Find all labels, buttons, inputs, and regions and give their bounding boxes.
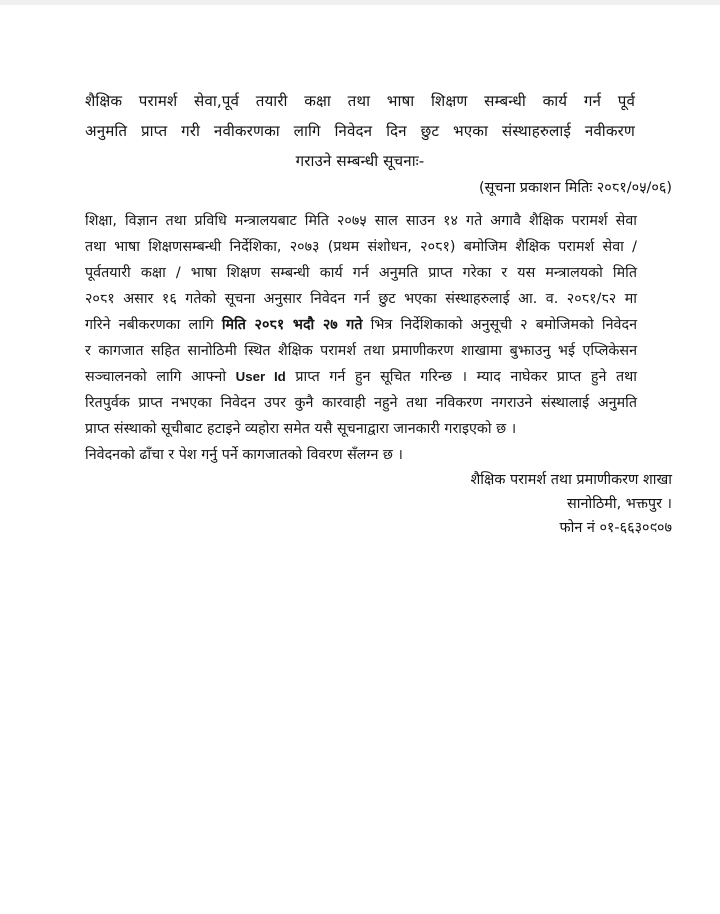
body-text: र कागजात सहित सानोठिमी स्थित शैक्षिक परामर्श तथा प्रमाणीकरण शाखामा बुझाउनु भई एप्लिकेसन — [85, 343, 637, 359]
body-text: रितपुर्वक प्राप्त नभएका निवेदन उपर कुनै कारवाही नहुने तथा नविकरण नगराउने संस्थालाई अनुमति — [85, 395, 637, 411]
notice-title — [85, 86, 635, 176]
body-line-4 — [85, 286, 637, 312]
body-text: प्राप्त संस्थाको सूचीबाट हटाइने व्यहोरा समेत यसै सूचनाद्वारा जानकारी गराइएको छ । — [85, 421, 517, 437]
body-line-7 — [85, 364, 637, 390]
body-line-9 — [85, 416, 637, 442]
publication-date: (सूचना प्रकाशन मितिः २०८१/०५/०६) — [478, 180, 672, 196]
body-text: प्राप्त गर्न हुन सूचित गरिन्छ । म्याद नाघेकर प्राप्त हुने तथा — [285, 369, 638, 385]
body-text: पूर्वतयारी कक्षा / भाषा शिक्षण सम्बन्धी कार्य गर्न अनुमति प्राप्त गरेका र यस मन्त्रालयको मिति — [85, 265, 637, 281]
body-line-6 — [85, 338, 637, 364]
body-text: २०८१ असार १६ गतेको सूचना अनुसार निवेदन गर्न छुट भएका संस्थाहरुलाई आ. व. २०८१/८२ मा — [85, 291, 637, 307]
signature-block — [471, 468, 673, 540]
body-line-2 — [85, 234, 637, 260]
body-text: गरिने नबीकरणका लागि — [85, 317, 222, 333]
body-line-5 — [85, 312, 637, 338]
signature-phone: फोन नं ०१-६६३०९०७ — [559, 520, 672, 536]
title-line-3: गराउने सम्बन्धी सूचनाः- — [295, 152, 425, 170]
signature-office: शैक्षिक परामर्श तथा प्रमाणीकरण शाखा — [470, 472, 672, 488]
body-text: सञ्चालनको लागि आफ्नो — [85, 369, 236, 385]
body-emphasis: मिति २०८१ भदौ २७ गते — [221, 317, 363, 333]
body-text: भित्र निर्देशिकाको अनुसूची २ बमोजिमको निवेदन — [362, 317, 638, 333]
signature-address: सानोठिमी, भक्तपुर । — [567, 496, 672, 512]
scan-edge-band — [0, 0, 720, 5]
body-line-1 — [85, 208, 637, 234]
body-line-10 — [85, 442, 637, 468]
body-text: शिक्षा, विज्ञान तथा प्रविधि मन्त्रालयबाट मिति २०७५ साल साउन १४ गते अगावै शैक्षिक परामर्श सेवा — [85, 213, 637, 229]
body-text: तथा भाषा शिक्षणसम्बन्धी निर्देशिका, २०७३ (प्रथम संशोधन, २०८१) बमोजिम शैक्षिक परामर्श सेवा / — [85, 239, 637, 255]
body-line-8 — [85, 390, 637, 416]
title-line-2: अनुमति प्राप्त गरी नवीकरणका लागि निवेदन दिन छुट भएका संस्थाहरुलाई नवीकरण — [85, 122, 635, 140]
notice-body — [85, 208, 637, 468]
body-text: निवेदनको ढाँचा र पेश गर्नु पर्ने कागजातको विवरण सँलग्न छ । — [85, 447, 403, 463]
title-line-1: शैक्षिक परामर्श सेवा,पूर्व तयारी कक्षा तथा भाषा शिक्षण सम्बन्धी कार्य गर्न पूर्व — [85, 92, 635, 110]
body-line-3 — [85, 260, 637, 286]
body-latin-term: User Id — [235, 369, 286, 384]
